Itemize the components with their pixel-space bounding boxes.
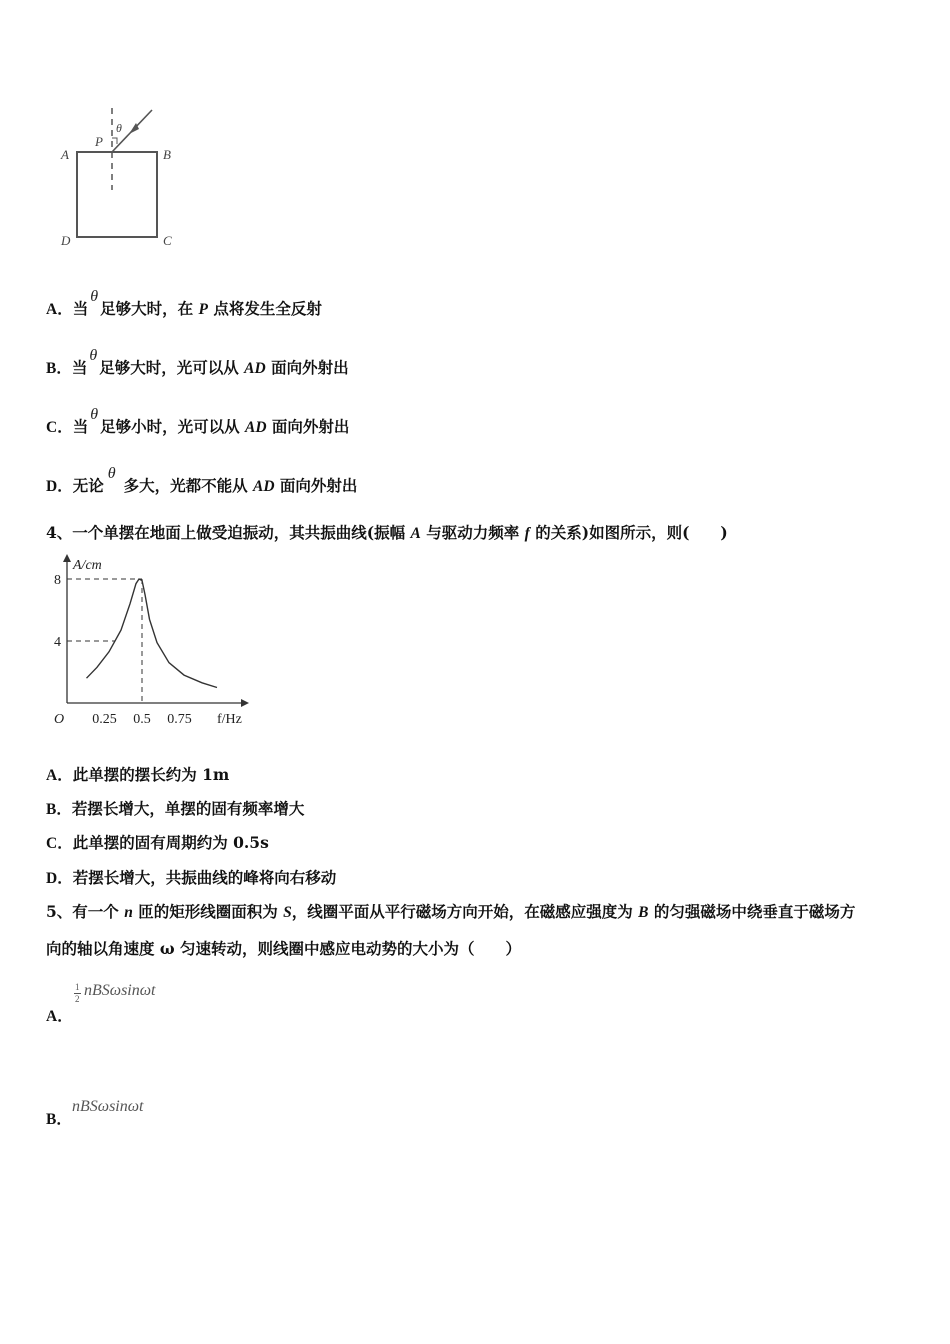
label-theta: θ [116,121,122,135]
option-label: B． [46,801,72,818]
label-D: D [61,233,71,248]
q3-option-a[interactable]: A．当θ足够大时，在 P 点将发生全反射 [46,288,322,318]
q4-stem: 4、一个单摆在地面上做受迫振动，其共振曲线(振幅 A 与驱动力频率 f 的关系)如图所示，则( ) [46,523,728,542]
q5-option-b[interactable] [46,1098,246,1128]
y-axis-arrow [63,554,71,562]
q4-option-b[interactable]: B．若摆长增大，单摆的固有频率增大 [46,799,305,818]
y-tick-label: 4 [54,635,61,650]
origin-label: O [54,712,65,727]
option-label: C． [46,835,73,852]
q4-option-a[interactable]: A．此单摆的摆长约为 1m [46,765,230,784]
x-axis-label: f/Hz [217,712,242,727]
option-label: B． [46,360,72,377]
q4-option-d[interactable]: D．若摆长增大，共振曲线的峰将向右移动 [46,868,337,887]
emf-formula: nBSωsinωt [72,1098,144,1115]
q4-option-c[interactable]: C．此单摆的固有周期约为 0.5s [46,833,269,852]
option-label: B． [46,1111,72,1128]
x-tick-label: 0.5 [133,712,151,727]
prism-figure [55,100,195,255]
resonance-chart [40,548,260,733]
x-tick-label: 0.25 [92,712,117,727]
option-label: D． [46,478,73,495]
label-A: A [61,147,69,162]
theta-symbol: θ [107,465,116,482]
q5-option-a[interactable] [46,980,246,1030]
theta-symbol: θ [90,288,99,305]
option-label: A． [46,767,73,784]
q3-option-b[interactable]: B．当θ足够大时，光可以从 AD 面向外射出 [46,347,349,377]
q5-stem-line2: 向的轴以角速度 ω 匀速转动，则线圈中感应电动势的大小为（ ） [46,939,522,958]
label-B: B [163,147,171,162]
label-P: P [95,134,103,149]
fraction-denominator: 2 [75,994,80,1004]
q5-stem-line1: 5、有一个 n 匝的矩形线圈面积为 S，线圈平面从平行磁场方向开始，在磁感应强度为 B 的匀强磁场中绕垂直于磁场方 [46,902,856,921]
fraction-numerator: 1 [75,982,80,992]
option-label: C． [46,419,73,436]
theta-symbol: θ [90,406,99,423]
option-label: A． [46,301,73,318]
label-C: C [163,233,172,248]
square-ABCD [77,152,157,237]
x-tick-label: 0.75 [167,712,192,727]
x-axis-arrow [241,699,249,707]
q3-option-d[interactable]: D．无论θ多大，光都不能从 AD 面向外射出 [46,465,358,495]
resonance-curve [87,579,218,688]
q3-option-c[interactable]: C．当θ足够小时，光可以从 AD 面向外射出 [46,406,350,436]
emf-formula: nBSωsinωt [84,982,156,999]
option-label: D． [46,870,73,887]
y-axis-label: A/cm [73,558,102,573]
option-label: A． [46,1008,73,1025]
theta-symbol: θ [89,347,98,364]
y-tick-label: 8 [54,573,61,588]
